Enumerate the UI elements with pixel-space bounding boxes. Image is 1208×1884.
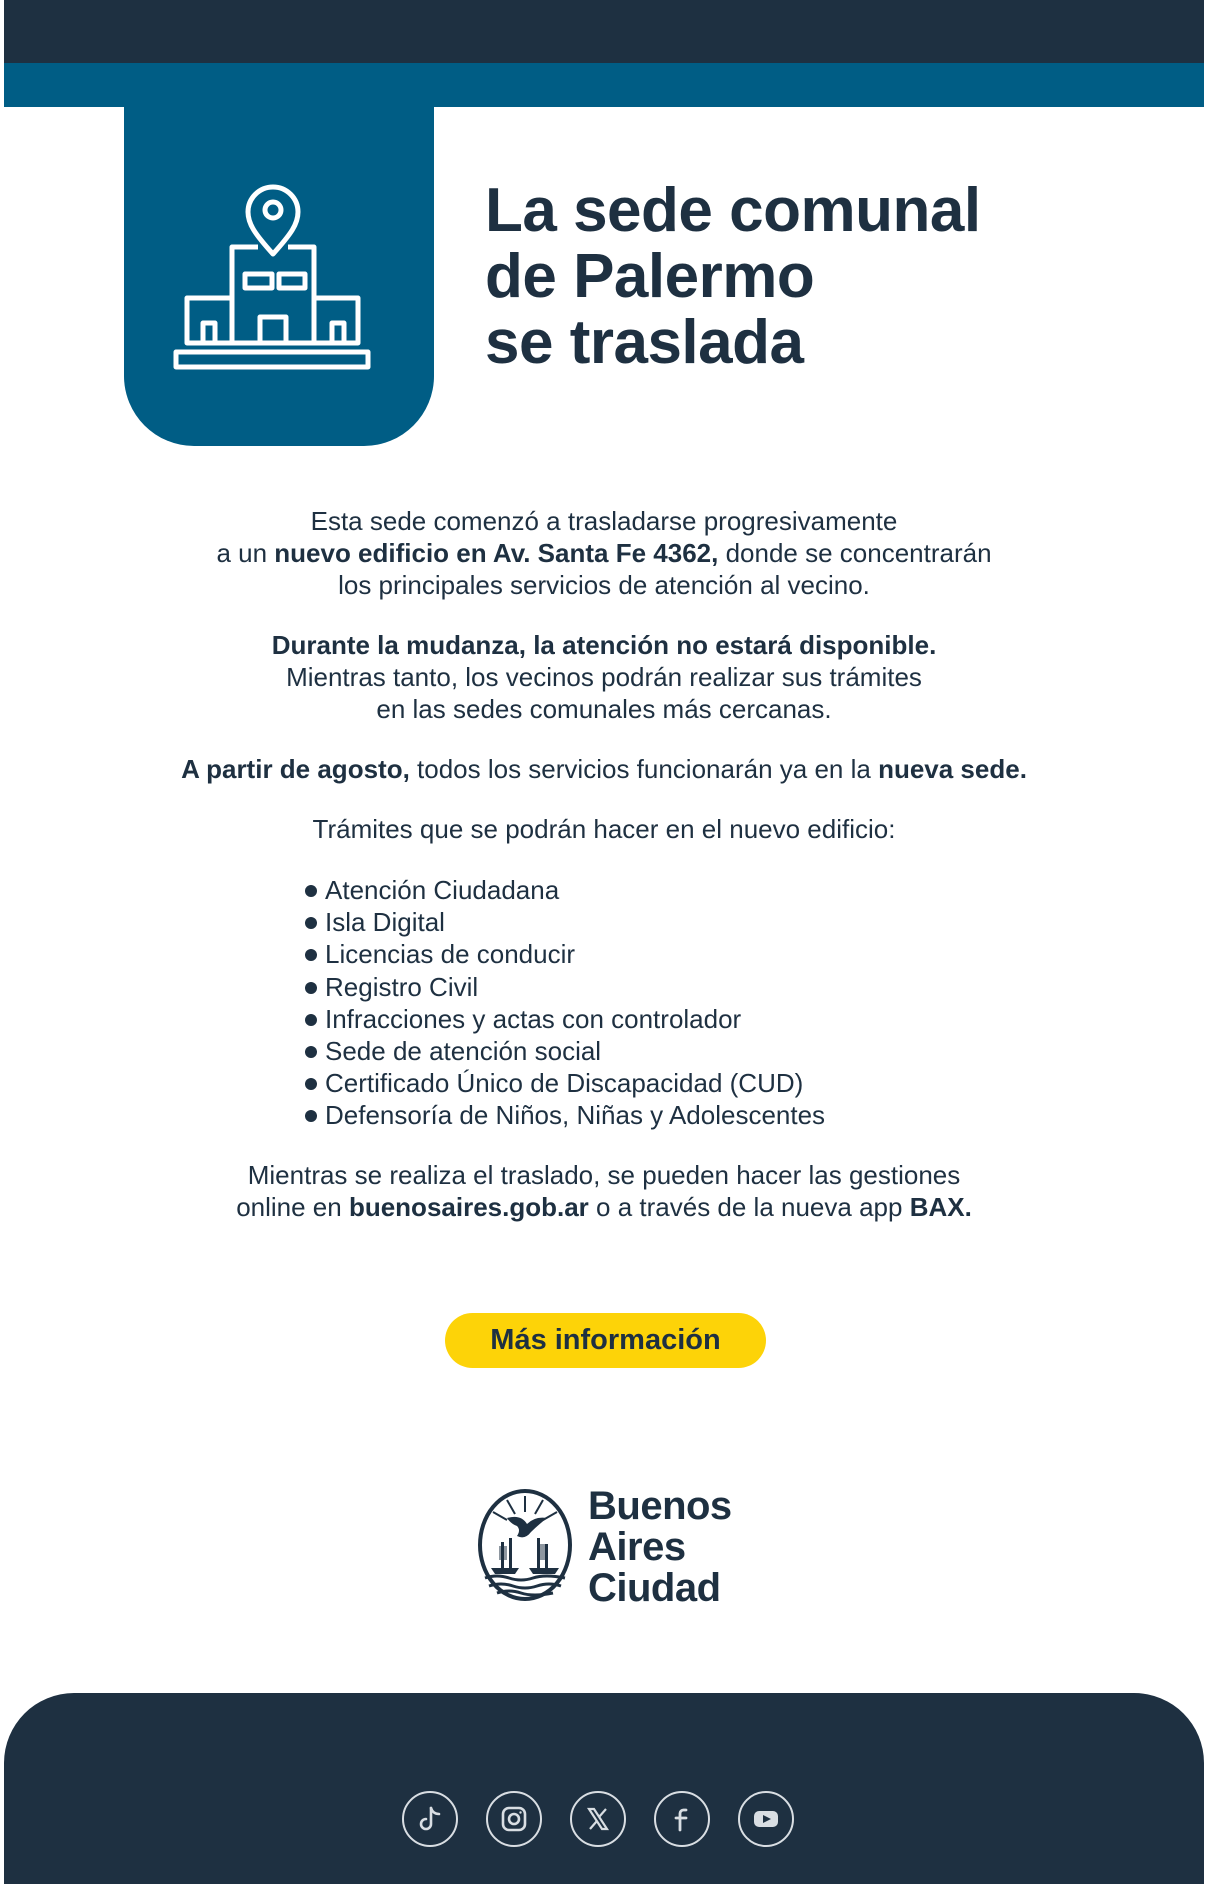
list-item bbox=[305, 1003, 825, 1035]
app-name-bold: BAX. bbox=[909, 1192, 972, 1222]
list-item bbox=[305, 1067, 825, 1099]
text-line bbox=[4, 753, 1204, 785]
text-line bbox=[4, 629, 1204, 661]
building-location-icon bbox=[162, 176, 396, 386]
facebook-icon[interactable] bbox=[654, 1791, 710, 1847]
email-frame bbox=[4, 0, 1204, 1884]
text-span: todos los servicios funcionarán ya en la bbox=[409, 754, 879, 784]
text-line bbox=[4, 537, 1204, 569]
text-span: o a través de la nueva app bbox=[588, 1192, 910, 1222]
bullet-icon bbox=[305, 1078, 317, 1090]
city-seal-icon bbox=[477, 1488, 573, 1602]
list-item-label: Atención Ciudadana bbox=[325, 875, 560, 905]
list-item-label: Isla Digital bbox=[325, 907, 445, 938]
logo-line: Buenos bbox=[588, 1484, 732, 1528]
text-line: en las sedes comunales más cercanas. bbox=[376, 694, 832, 724]
hero-icon-box bbox=[124, 100, 434, 446]
address-bold: nuevo edificio en Av. Santa Fe 4362, bbox=[274, 538, 719, 568]
logo-line: Ciudad bbox=[588, 1566, 721, 1610]
list-item-label: Defensoría de Niños, Niñas y Adolescentes bbox=[325, 1100, 826, 1131]
title-line: La sede comunal bbox=[485, 176, 981, 245]
bullet-icon bbox=[305, 1110, 317, 1122]
august-paragraph bbox=[4, 753, 1204, 785]
logo-line: Aires bbox=[588, 1525, 686, 1569]
list-item bbox=[305, 938, 825, 970]
text-line: Mientras tanto, los vecinos podrán realizar sus trámites bbox=[286, 662, 922, 692]
list-item bbox=[305, 1099, 825, 1131]
new-site-bold: nueva sede. bbox=[878, 754, 1027, 784]
tiktok-icon[interactable] bbox=[402, 1791, 458, 1847]
list-item bbox=[305, 874, 825, 906]
list-item-label: Sede de atención social bbox=[325, 1036, 602, 1067]
text-span: online en bbox=[236, 1192, 349, 1222]
top-bar bbox=[4, 0, 1204, 63]
bullet-icon bbox=[305, 949, 317, 961]
services-list bbox=[305, 874, 825, 1132]
more-info-button[interactable]: Más información bbox=[445, 1313, 766, 1368]
list-item bbox=[305, 1035, 825, 1067]
bullet-icon bbox=[305, 1014, 317, 1026]
bullet-icon bbox=[305, 885, 317, 897]
title-line: de Palermo bbox=[485, 242, 815, 311]
text-line: Esta sede comenzó a trasladarse progresivamente bbox=[310, 506, 898, 536]
instagram-icon[interactable] bbox=[486, 1791, 542, 1847]
bullet-icon bbox=[305, 917, 317, 929]
website-link[interactable]: buenosaires.gob.ar bbox=[348, 1192, 589, 1222]
x-icon[interactable] bbox=[570, 1791, 626, 1847]
brand-logo-text bbox=[588, 1486, 732, 1609]
text-line bbox=[4, 1191, 1204, 1223]
text-span: donde se concentrarán bbox=[718, 538, 992, 568]
list-item-label: Licencias de conducir bbox=[325, 939, 576, 970]
notice-bold: Durante la mudanza, la atención no estará disponible. bbox=[271, 630, 937, 660]
text-line: los principales servicios de atención al vecino. bbox=[338, 570, 870, 600]
date-bold: A partir de agosto, bbox=[181, 754, 410, 784]
title-line: se traslada bbox=[485, 308, 804, 377]
list-item bbox=[305, 906, 825, 938]
bullet-icon bbox=[305, 1046, 317, 1058]
page-title bbox=[485, 178, 981, 376]
intro-paragraph bbox=[4, 505, 1204, 601]
list-item-label: Infracciones y actas con controlador bbox=[325, 1003, 742, 1034]
services-intro bbox=[4, 813, 1204, 845]
list-item-label: Certificado Único de Discapacidad (CUD) bbox=[325, 1068, 804, 1099]
list-item-label: Registro Civil bbox=[325, 971, 479, 1002]
text-line: Mientras se realiza el traslado, se pueden hacer las gestiones bbox=[247, 1160, 961, 1190]
youtube-icon[interactable] bbox=[738, 1791, 794, 1847]
moving-notice-paragraph bbox=[4, 629, 1204, 725]
list-item bbox=[305, 971, 825, 1003]
text-line: Trámites que se podrán hacer en el nuevo edificio: bbox=[312, 814, 896, 844]
footer bbox=[4, 1693, 1204, 1884]
online-paragraph bbox=[4, 1159, 1204, 1223]
text-span: a un bbox=[216, 538, 275, 568]
bullet-icon bbox=[305, 982, 317, 994]
